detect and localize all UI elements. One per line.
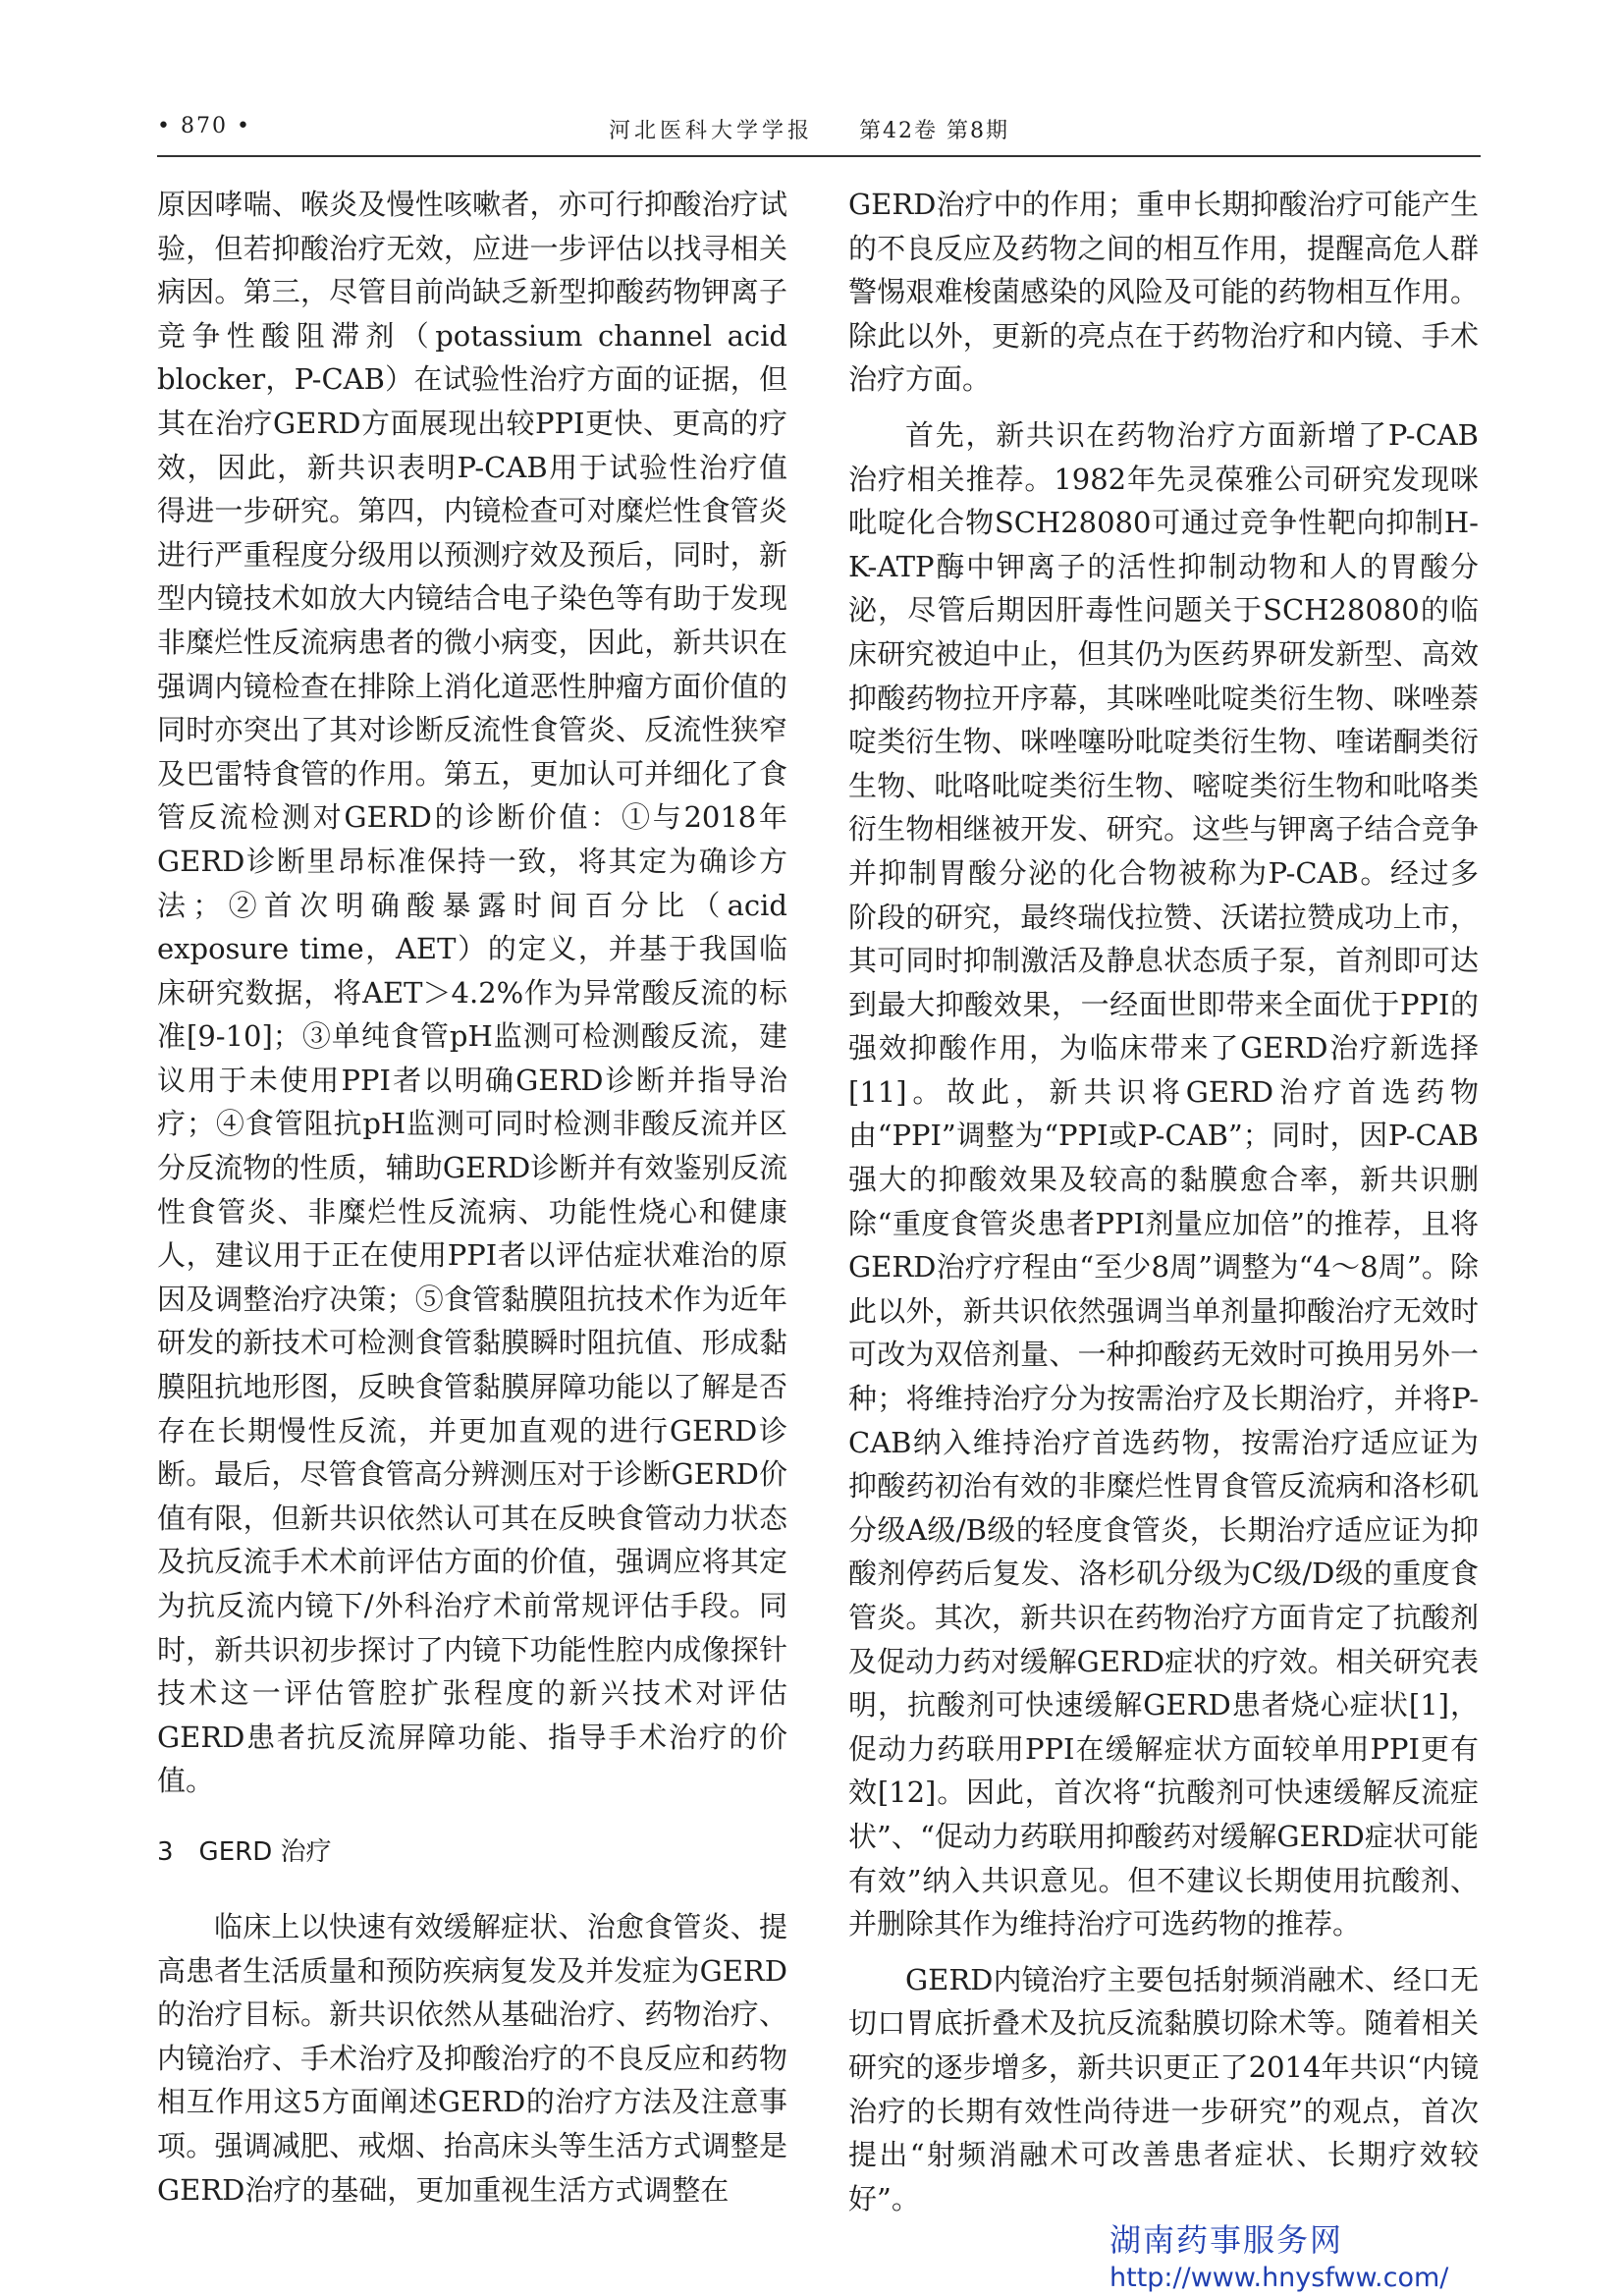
header-rule xyxy=(157,155,1481,157)
page-number: • 870 • xyxy=(157,114,251,138)
watermark-url[interactable]: http://www.hnysfww.com/ xyxy=(1109,2263,1449,2293)
watermark xyxy=(1109,2215,1502,2293)
right-paragraph-3: GERD内镜治疗主要包括射频消融术、经口无切口胃底折叠术及抗反流黏膜切除术等。随着相关研究的逐步增多，新共识更正了2014年共识“内镜治疗的长期有效性尚待进一步研究”的观点，首次提出“射频消融术可改善患者症状、长期疗效较好”。 xyxy=(848,1962,1479,2215)
section-heading xyxy=(157,1832,787,1872)
right-paragraph-2: 首先，新共识在药物治疗方面新增了P-CAB治疗相关推荐。1982年先灵葆雅公司研究发现咪吡啶化合物SCH28080可通过竞争性靶向抑制H-K-ATP酶中钾离子的活性抑制动物和人的胃酸分泌，尽管后期因肝毒性问题关于SCH28080的临床研究被迫中止，但其仍为医药界研发新型、高效抑酸药物拉开序幕，其咪唑吡啶类衍生物、咪唑萘啶类衍生物、咪唑噻吩吡啶类衍生物、喹诺酮类衍生物、吡咯吡啶类衍生物、嘧啶类衍生物和吡咯类衍生物相继被开发、研究。这些与钾离子结合竞争并抑制胃酸分泌的化合物被称为P-CAB。经过多阶段的研究，最终瑞伐拉赞、沃诺拉赞成功上市，其可同时抑制激活及静息状态质子泵，首剂即可达到最大抑酸效果，一经面世即带来全面优于PPI的强效抑酸作用，为临床带来了GERD治疗新选择[11]。故此，新共识将GERD治疗首选药物由“PPI”调整为“PPI或P-CAB”；同时，因P-CAB强大的抑酸效果及较高的黏膜愈合率，新共识删除“重度食管炎患者PPI剂量应加倍”的推荐，且将GERD治疗疗程由“至少8周”调整为“4～8周”。除此以外，新共识依然强调当单剂量抑酸治疗无效时可改为双倍剂量、一种抑酸药无效时可换用另外一种；将维持治疗分为按需治疗及长期治疗，并将P-CAB纳入维持治疗首选药物，按需治疗适应证为抑酸药初治有效的非糜烂性胃食管反流病和洛杉矶分级A级/B级的轻度食管炎，长期治疗适应证为抑酸剂停药后复发、洛杉矶分级为C级/D级的重度食管炎。其次，新共识在药物治疗方面肯定了抗酸剂及促动力药对缓解GERD症状的疗效。相关研究表明，抗酸剂可快速缓解GERD患者烧心症状[1]，促动力药联用PPI在缓解症状方面较单用PPI更有效[12]。因此，首次将“抗酸剂可快速缓解反流症状”、“促动力药联用抑酸药对缓解GERD症状可能有效”纳入共识意见。但不建议长期使用抗酸剂、并删除其作为维持治疗可选药物的推荐。 xyxy=(848,417,1479,1941)
running-header xyxy=(157,114,1481,153)
right-paragraph-1: GERD治疗中的作用；重申长期抑酸治疗可能产生的不良反应及药物之间的相互作用，提醒高危人群警惕艰难梭菌感染的风险及可能的药物相互作用。除此以外，更新的亮点在于药物治疗和内镜、手术治疗方面。 xyxy=(848,188,1479,397)
journal-title: 河北医科大学学报 xyxy=(609,119,814,143)
right-column xyxy=(848,183,1479,2232)
watermark-site-name: 湖南药事服务网 xyxy=(1109,2221,1344,2259)
left-paragraph-1: 原因哮喘、喉炎及慢性咳嗽者，亦可行抑酸治疗试验，但若抑酸治疗无效，应进一步评估以找寻相关病因。第三，尽管目前尚缺乏新型抑酸药物钾离子竞争性酸阻滞剂（potassium channel acid blocker，P-CAB）在试验性治疗方面的证据，但其在治疗GERD方面展现出较PPI更快、更高的疗效，因此，新共识表明P-CAB用于试验性治疗值得进一步研究。第四，内镜检查可对糜烂性食管炎进行严重程度分级用以预测疗效及预后，同时，新型内镜技术如放大内镜结合电子染色等有助于发现非糜烂性反流病患者的微小病变，因此，新共识在强调内镜检查在排除上消化道恶性肿瘤方面价值的同时亦突出了其对诊断反流性食管炎、反流性狭窄及巴雷特食管的作用。第五，更加认可并细化了食管反流检测对GERD的诊断价值：①与2018年GERD诊断里昂标准保持一致，将其定为确诊方法；②首次明确酸暴露时间百分比（acid exposure time，AET）的定义，并基于我国临床研究数据，将AET＞4.2%作为异常酸反流的标准[9-10]；③单纯食管pH监测可检测酸反流，建议用于未使用PPI者以明确GERD诊断并指导治疗；④食管阻抗pH监测可同时检测非酸反流并区分反流物的性质，辅助GERD诊断并有效鉴别反流性食管炎、非糜烂性反流病、功能性烧心和健康人，建议用于正在使用PPI者以评估症状难治的原因及调整治疗决策；⑤食管黏膜阻抗技术作为近年研发的新技术可检测食管黏膜瞬时阻抗值、形成黏膜阻抗地形图，反映食管黏膜屏障功能以了解是否存在长期慢性反流，并更加直观的进行GERD诊断。最后，尽管食管高分辨测压对于诊断GERD价值有限，但新共识依然认可其在反映食管动力状态及抗反流手术术前评估方面的价值，强调应将其定为抗反流内镜下/外科治疗术前常规评估手段。同时，新共识初步探讨了内镜下功能性腔内成像探针技术这一评估管腔扩张程度的新兴技术对评估GERD患者抗反流屏障功能、指导手术治疗的价值。 xyxy=(157,188,787,1798)
section-number: 3 xyxy=(157,1836,174,1867)
left-paragraph-2: 临床上以快速有效缓解症状、治愈食管炎、提高患者生活质量和预防疾病复发及并发症为GERD的治疗目标。新共识依然从基础治疗、药物治疗、内镜治疗、手术治疗及抑酸治疗的不良反应和药物相互作用这5方面阐述GERD的治疗方法及注意事项。强调减肥、戒烟、抬高床头等生活方式调整是GERD治疗的基础，更加重视生活方式调整在 xyxy=(157,1909,787,2207)
left-column xyxy=(157,183,787,2223)
volume-issue: 第42卷 第8期 xyxy=(859,119,1009,143)
section-title: GERD 治疗 xyxy=(198,1836,332,1867)
